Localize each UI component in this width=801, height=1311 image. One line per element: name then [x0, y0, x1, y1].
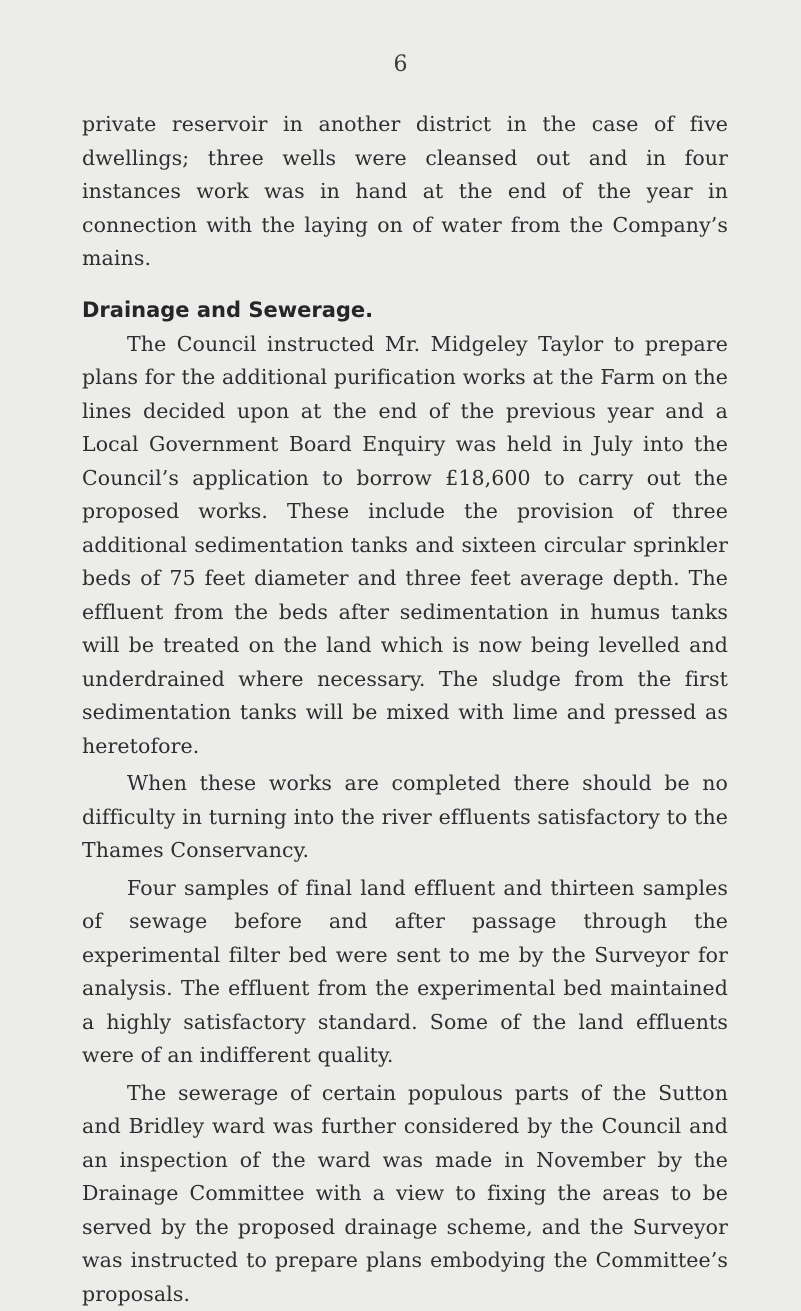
- paragraph-thames-conservancy: When these works are completed there should be no difficulty in turning into the river effluents satisfactory to the Thames Conservancy.: [82, 767, 728, 868]
- section-heading-drainage: Drainage and Sewerage.: [82, 295, 728, 325]
- paragraph-water-supply: private reservoir in another district in the case of five dwellings; three wells were cleansed out and in four instances work was in hand at the end of the year in connection with the laying on of water from the Company’s mains.: [82, 108, 728, 276]
- page-number: 6: [0, 52, 801, 77]
- page-content: [82, 108, 728, 1311]
- paragraph-purification-works: The Council instructed Mr. Midgeley Taylor to prepare plans for the additional purification works at the Farm on the lines decided upon at the end of the previous year and a Local Government Board Enquiry was held in July into the Council’s application to borrow £18,600 to carry out the proposed works. These include the provision of three additional sedimentation tanks and sixteen circular sprinkler beds of 75 feet diameter and three feet average depth. The effluent from the beds after sedimentation in humus tanks will be treated on the land which is now being levelled and underdrained where necessary. The sludge from the first sedimentation tanks will be mixed with lime and pressed as heretofore.: [82, 328, 728, 764]
- paragraph-sewerage-sutton-bridley: The sewerage of certain populous parts of the Sutton and Bridley ward was further considered by the Council and an inspection of the ward was made in November by the Drainage Committee with a view to fixing the areas to be served by the proposed drainage scheme, and the Surveyor was instructed to prepare plans embodying the Committee’s proposals.: [82, 1077, 728, 1311]
- paragraph-samples-analysis: Four samples of final land effluent and thirteen samples of sewage before and after passage through the experimental filter bed were sent to me by the Surveyor for analysis. The effluent from the experimental bed maintained a highly satisfactory standard. Some of the land effluents were of an indifferent quality.: [82, 872, 728, 1073]
